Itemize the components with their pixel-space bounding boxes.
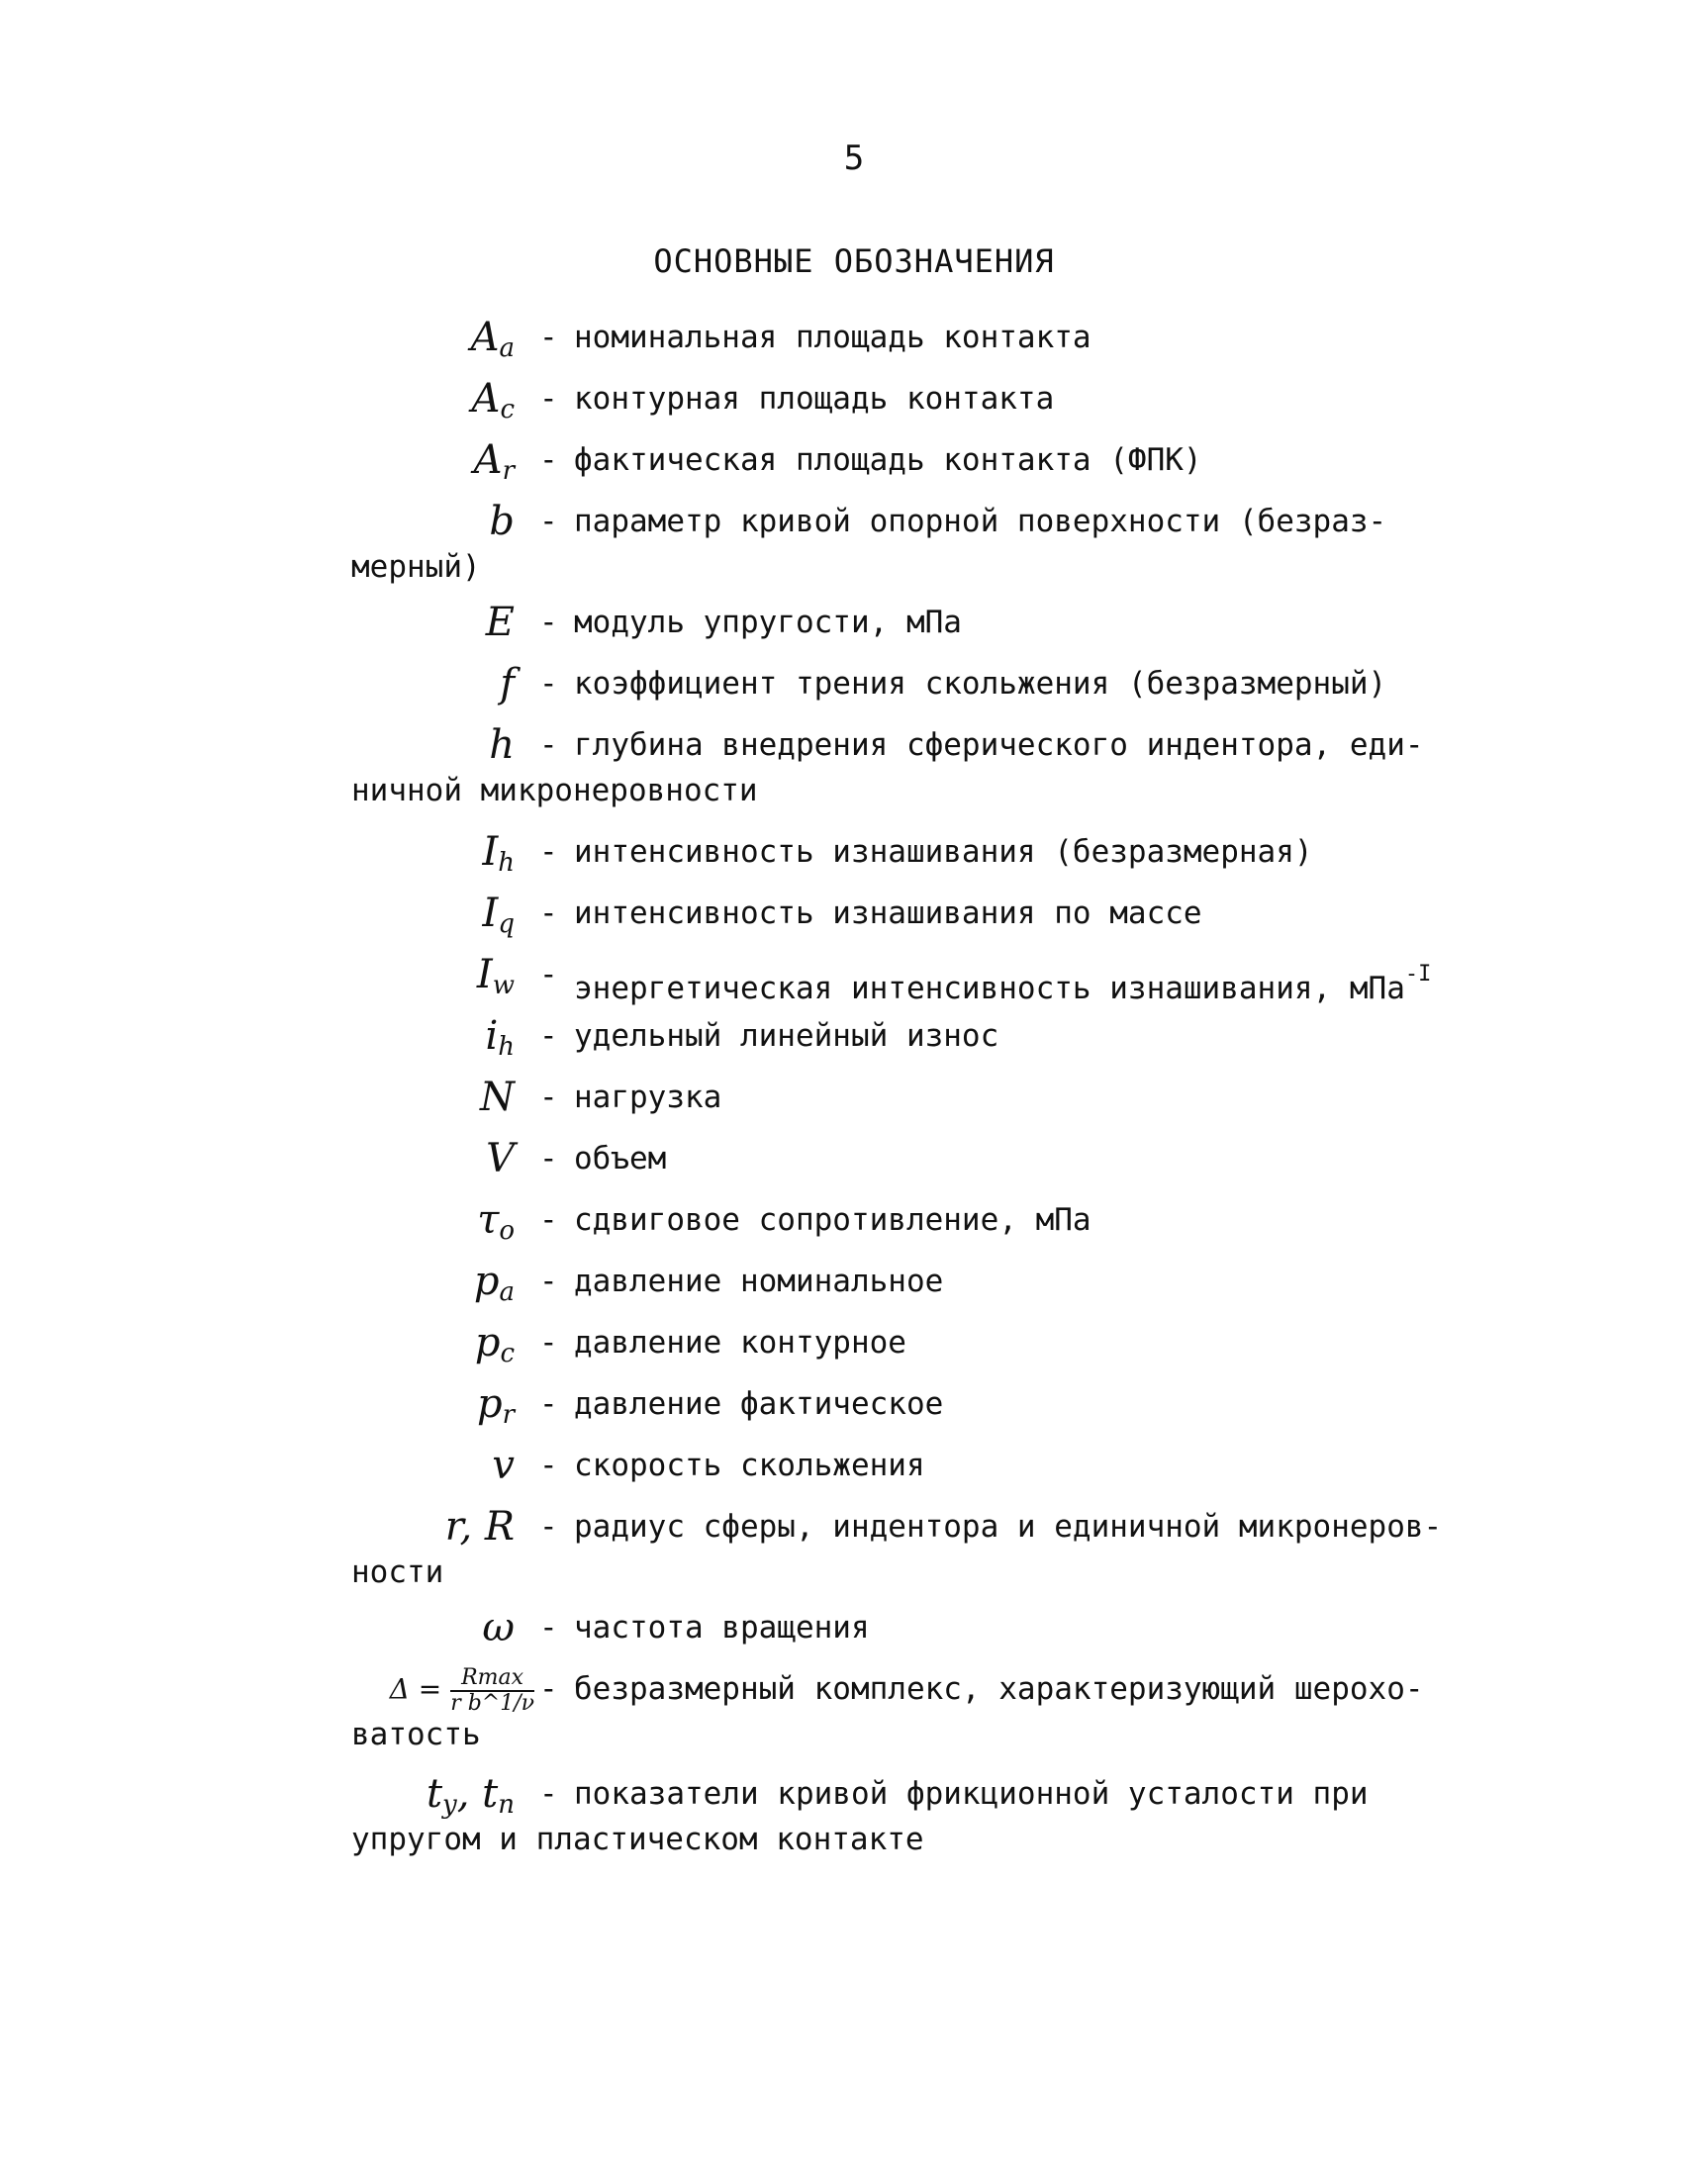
- definition: безразмерный комплекс, характеризующий шерохо-: [574, 1671, 1424, 1707]
- definition: интенсивность изнашивания по массе: [574, 895, 1202, 931]
- definition: модуль упругости, мПа: [574, 605, 962, 640]
- symbol: V: [486, 1136, 515, 1181]
- symbol: $I_q$: [482, 891, 515, 939]
- definition: номинальная площадь контакта: [574, 320, 1091, 355]
- definition-continuation: ничной микронеровности: [351, 773, 758, 808]
- page-title: ОСНОВНЫЕ ОБОЗНАЧЕНИЯ: [653, 242, 1055, 280]
- definition: скорость скольжения: [574, 1448, 925, 1483]
- definition: нагрузка: [574, 1080, 722, 1115]
- symbol: $I_h$: [482, 829, 515, 878]
- definition: коэффициент трения скольжения (безразмерный): [574, 666, 1387, 702]
- symbol: f: [500, 661, 515, 706]
- symbol: $A_c$: [471, 376, 515, 424]
- page-number: 5: [843, 139, 865, 178]
- symbol: $\tau_o$: [477, 1197, 515, 1246]
- symbol: $p_a$: [473, 1259, 515, 1307]
- definition: фактическая площадь контакта (ФПК): [574, 442, 1202, 478]
- definition: удельный линейный износ: [574, 1018, 999, 1054]
- definition: давление номинальное: [574, 1264, 944, 1299]
- definition: объем: [574, 1141, 667, 1176]
- definition: глубина внедрения сферического индентора, еди-: [574, 727, 1424, 763]
- symbol: Δ = $\frac{Rmax}{\text{r b\textasciicircum{}1/ν}}$: [389, 1665, 534, 1716]
- definition: радиус сферы, индентора и единичной микронеров-: [574, 1509, 1443, 1545]
- symbol: r, R: [444, 1504, 515, 1550]
- symbol: $p_c$: [474, 1320, 515, 1368]
- definition-continuation: мерный): [351, 549, 481, 585]
- symbol: N: [480, 1075, 515, 1120]
- definition: давление контурное: [574, 1325, 906, 1361]
- definition: энергетическая интенсивность изнашивания, мПа$^{-I}$: [574, 962, 1432, 1006]
- definition: показатели кривой фрикционной усталости при: [574, 1776, 1369, 1812]
- definition: параметр кривой опорной поверхности (безраз-: [574, 504, 1387, 539]
- symbol: $A_r$: [473, 437, 515, 486]
- symbol: b: [489, 499, 515, 544]
- definition: сдвиговое сопротивление, мПа: [574, 1202, 1091, 1238]
- definition-continuation: ности: [351, 1554, 444, 1590]
- symbol: h: [489, 722, 515, 768]
- definition-continuation: упругом и пластическом контакте: [351, 1822, 924, 1857]
- document-page: 5 ОСНОВНЫЕ ОБОЗНАЧЕНИЯ $A_a$ - номинальная площадь контакта $A_c$ - контурная площадь контакта $A_r$ - фактическая площадь контакта (ФПК) b - параметр кривой опорной поверхности (безраз- мерный) E - модуль упругости, мПа f - коэффициент трения скольжения (безразмерный) h - глубина внедрения сферического индентора, еди- ничной микронеровности $I_h$ - интенсивность изнашивания (безразмерная) $I_q$ - интенсивность изнашивания по массе $I_w$ - энергетическая интенсивность изнашивания, мПа$^{-I}$ $i_h$ - удельный линейный износ N - нагрузка V - объем $\tau_o$ - сдвиговое сопротивление, мПа $p_a$ - давление номинальное $p_c$ - давление контурное $p_r$ - давление фактическое v - скорость скольжения r, R - радиус сферы, индентора и единичной микронеров- ности ω - частота вращения Δ = $\frac{Rmax}{\text{r b\textasciicircum{}1/ν}}$ - безразмерный комплекс, характеризующий шерохо- ватость $t_y$, $t_n$ - показатели кривой фрикционной усталости при упругом и пластическом контакте: [0, 0, 1708, 2163]
- fraction: $\frac{Rmax}{\text{r b\textasciicircum{}1/ν}}$: [450, 1665, 534, 1716]
- definition: интенсивность изнашивания (безразмерная): [574, 834, 1313, 870]
- definition: частота вращения: [574, 1610, 870, 1646]
- definition: давление фактическое: [574, 1386, 944, 1422]
- symbol: ω: [482, 1605, 515, 1650]
- symbol: $t_y$, $t_n$: [426, 1771, 515, 1820]
- symbol: $I_w$: [476, 952, 515, 1000]
- symbol: $i_h$: [485, 1013, 515, 1062]
- symbol: $p_r$: [476, 1381, 515, 1430]
- definition: контурная площадь контакта: [574, 381, 1055, 417]
- symbol: $A_a$: [470, 315, 515, 363]
- symbol: E: [485, 600, 515, 645]
- definition-continuation: ватость: [351, 1717, 481, 1752]
- symbol: v: [492, 1443, 515, 1488]
